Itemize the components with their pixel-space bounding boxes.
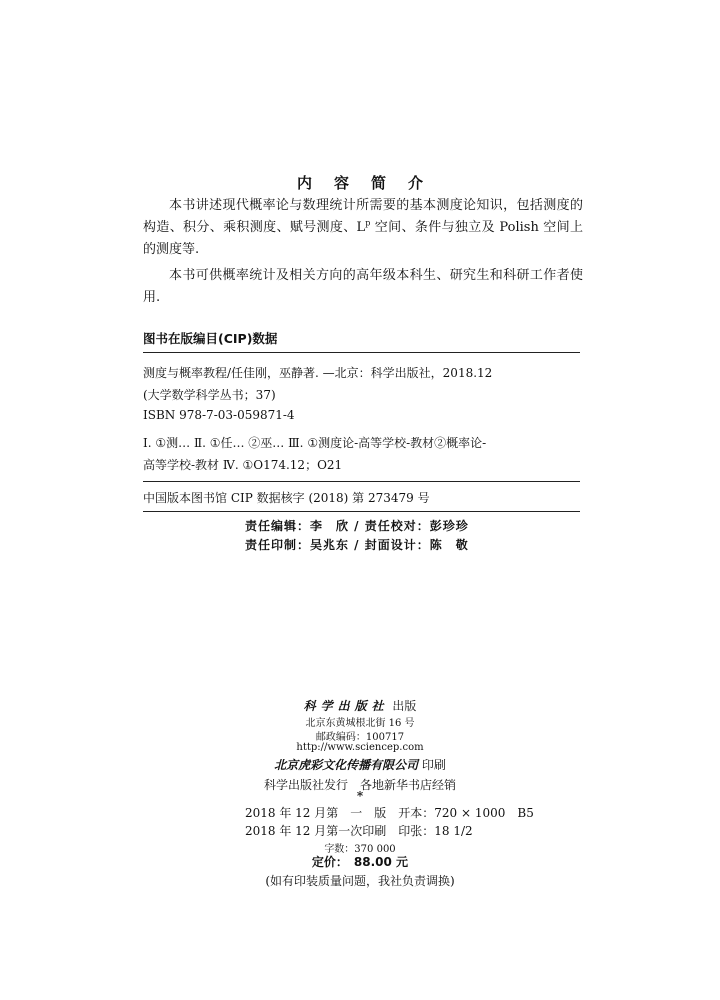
publisher-line — [160, 697, 560, 714]
price-line: 定价： 88.00 元 — [311, 855, 409, 869]
publisher-logo-text: 科学出版社 — [303, 699, 389, 713]
cip-line-2: (大学数学科学丛书；37) — [143, 388, 276, 402]
printer-line — [160, 756, 560, 773]
publisher-suffix: 出版 — [388, 699, 417, 713]
summary-paragraph-1-tail: 空间、条件与独立及 Polish 空间上的测度等. — [143, 220, 583, 257]
edition-line: 2018 年 12 月第 一 版 开本：720 × 1000 B5 — [245, 806, 534, 820]
summary-paragraph-2: 本书可供概率统计及相关方向的高年级本科生、研究生和科研工作者使用. — [143, 268, 583, 305]
publisher-postcode: 邮政编码：100717 — [315, 732, 405, 743]
distribution-line: 科学出版社发行 各地新华书店经销 — [263, 778, 456, 792]
lp-superscript: p — [365, 218, 371, 228]
cip-top-rule — [143, 352, 580, 353]
notice-line: (如有印装质量问题，我社负责调换) — [265, 874, 455, 888]
cip-line-4: Ⅰ. ①测… Ⅱ. ①任… ②巫… Ⅲ. ①测度论-高等学校-教材②概率论- — [143, 436, 487, 450]
responsibility-line-1: 责任编辑：李 欣 / 责任校对：彭珍珍 — [245, 519, 469, 533]
publisher-address: 北京东黄城根北街 16 号 — [305, 718, 415, 729]
printing-line: 2018 年 12 月第一次印刷 印张：18 1/2 — [245, 824, 473, 838]
separator-star: * — [356, 789, 364, 803]
publisher-url: http://www.sciencep.com — [296, 742, 424, 753]
cip-bottom-rule — [143, 511, 580, 512]
printer-suffix: 印刷 — [418, 758, 446, 772]
summary-paragraph-1 — [143, 195, 583, 261]
cip-line-1: 测度与概率教程/任佳刚，巫静著. —北京：科学出版社，2018.12 — [143, 366, 493, 380]
cip-line-6: 中国版本图书馆 CIP 数据核字 (2018) 第 273479 号 — [143, 491, 430, 505]
cip-line-5: 高等学校-教材 Ⅳ. ①O174.12；O21 — [143, 458, 343, 472]
cip-heading: 图书在版编目(CIP)数据 — [143, 331, 278, 346]
summary-paragraph-1-text: 本书讲述现代概率论与数理统计所需要的基本测度论知识，包括测度的构造、积分、乘积测度、赋号测度、L — [143, 198, 583, 235]
summary-body — [143, 195, 583, 309]
wordcount-line: 字数：370 000 — [324, 844, 396, 855]
summary-title: 内容简介 — [296, 174, 445, 192]
responsibility-line-2: 责任印制：吴兆东 / 封面设计：陈 敬 — [245, 538, 469, 552]
cip-middle-rule — [143, 481, 580, 482]
cip-line-3: ISBN 978-7-03-059871-4 — [143, 408, 295, 422]
printer-name: 北京虎彩文化传播有限公司 — [274, 758, 419, 772]
